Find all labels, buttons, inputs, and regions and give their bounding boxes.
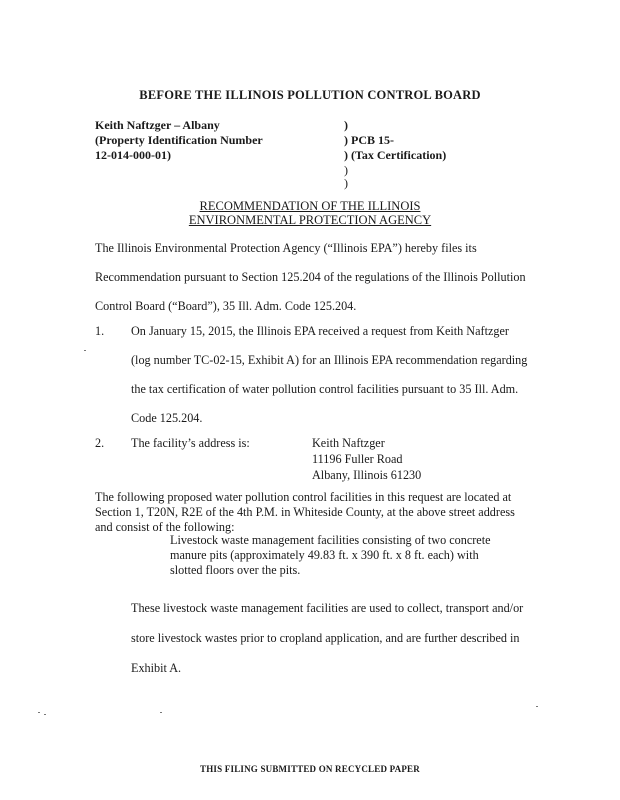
caption-line-3: 12-014-000-01) — [95, 148, 171, 162]
scan-speck — [38, 712, 40, 713]
item-1-line-3: the tax certification of water pollution control facilities pursuant to 35 Ill. Adm. — [131, 382, 519, 396]
scan-speck — [44, 714, 46, 715]
facilities-line-3: and consist of the following: — [95, 520, 235, 534]
address-line-2: 11196 Fuller Road — [312, 452, 403, 466]
caption-pcb-number: ) PCB 15- — [344, 133, 394, 147]
caption-tax-certification: ) (Tax Certification) — [344, 148, 447, 162]
caption-line-2: (Property Identification Number — [95, 133, 263, 147]
closing-line-2: store livestock wastes prior to cropland application, and are further described in — [131, 631, 520, 645]
facilities-line-1: The following proposed water pollution control facilities in this request are located at — [95, 490, 512, 504]
facilities-indent-line-2: manure pits (approximately 49.83 ft. x 390 ft. x 8 ft. each) with — [170, 548, 479, 562]
recommendation-title-line-1: RECOMMENDATION OF THE ILLINOIS — [199, 199, 421, 213]
intro-line-3: Control Board (“Board”), 35 Ill. Adm. Code 125.204. — [95, 299, 357, 313]
scan-speck — [84, 350, 86, 351]
caption-paren-4: ) — [344, 163, 348, 177]
document-title: BEFORE THE ILLINOIS POLLUTION CONTROL BOARD — [139, 88, 481, 102]
address-line-3: Albany, Illinois 61230 — [312, 468, 422, 482]
item-2-number: 2. — [95, 436, 105, 450]
item-1-number: 1. — [95, 324, 105, 338]
closing-line-3: Exhibit A. — [131, 661, 182, 675]
address-line-1: Keith Naftzger — [312, 436, 385, 450]
footer-recycled-paper: THIS FILING SUBMITTED ON RECYCLED PAPER — [200, 764, 420, 774]
scan-speck — [160, 712, 162, 713]
facilities-indent-line-1: Livestock waste management facilities consisting of two concrete — [170, 533, 491, 547]
item-1-line-4: Code 125.204. — [131, 411, 203, 425]
item-2-label: The facility’s address is: — [131, 436, 250, 450]
recommendation-title-line-2: ENVIRONMENTAL PROTECTION AGENCY — [188, 213, 432, 227]
intro-line-2: Recommendation pursuant to Section 125.204 of the regulations of the Illinois Pollution — [95, 270, 526, 284]
scan-speck — [536, 706, 538, 707]
facilities-indent-line-3: slotted floors over the pits. — [170, 563, 301, 577]
item-1-line-2: (log number TC-02-15, Exhibit A) for an Illinois EPA recommendation regarding — [131, 353, 528, 367]
caption-paren-1: ) — [344, 118, 348, 132]
intro-line-1: The Illinois Environmental Protection Agency (“Illinois EPA”) hereby files its — [95, 241, 477, 255]
item-1-line-1: On January 15, 2015, the Illinois EPA received a request from Keith Naftzger — [131, 324, 509, 338]
caption-line-1: Keith Naftzger – Albany — [95, 118, 220, 132]
caption-paren-5: ) — [344, 176, 348, 190]
closing-line-1: These livestock waste management facilities are used to collect, transport and/or — [131, 601, 524, 615]
facilities-line-2: Section 1, T20N, R2E of the 4th P.M. in Whiteside County, at the above street address — [95, 505, 515, 519]
